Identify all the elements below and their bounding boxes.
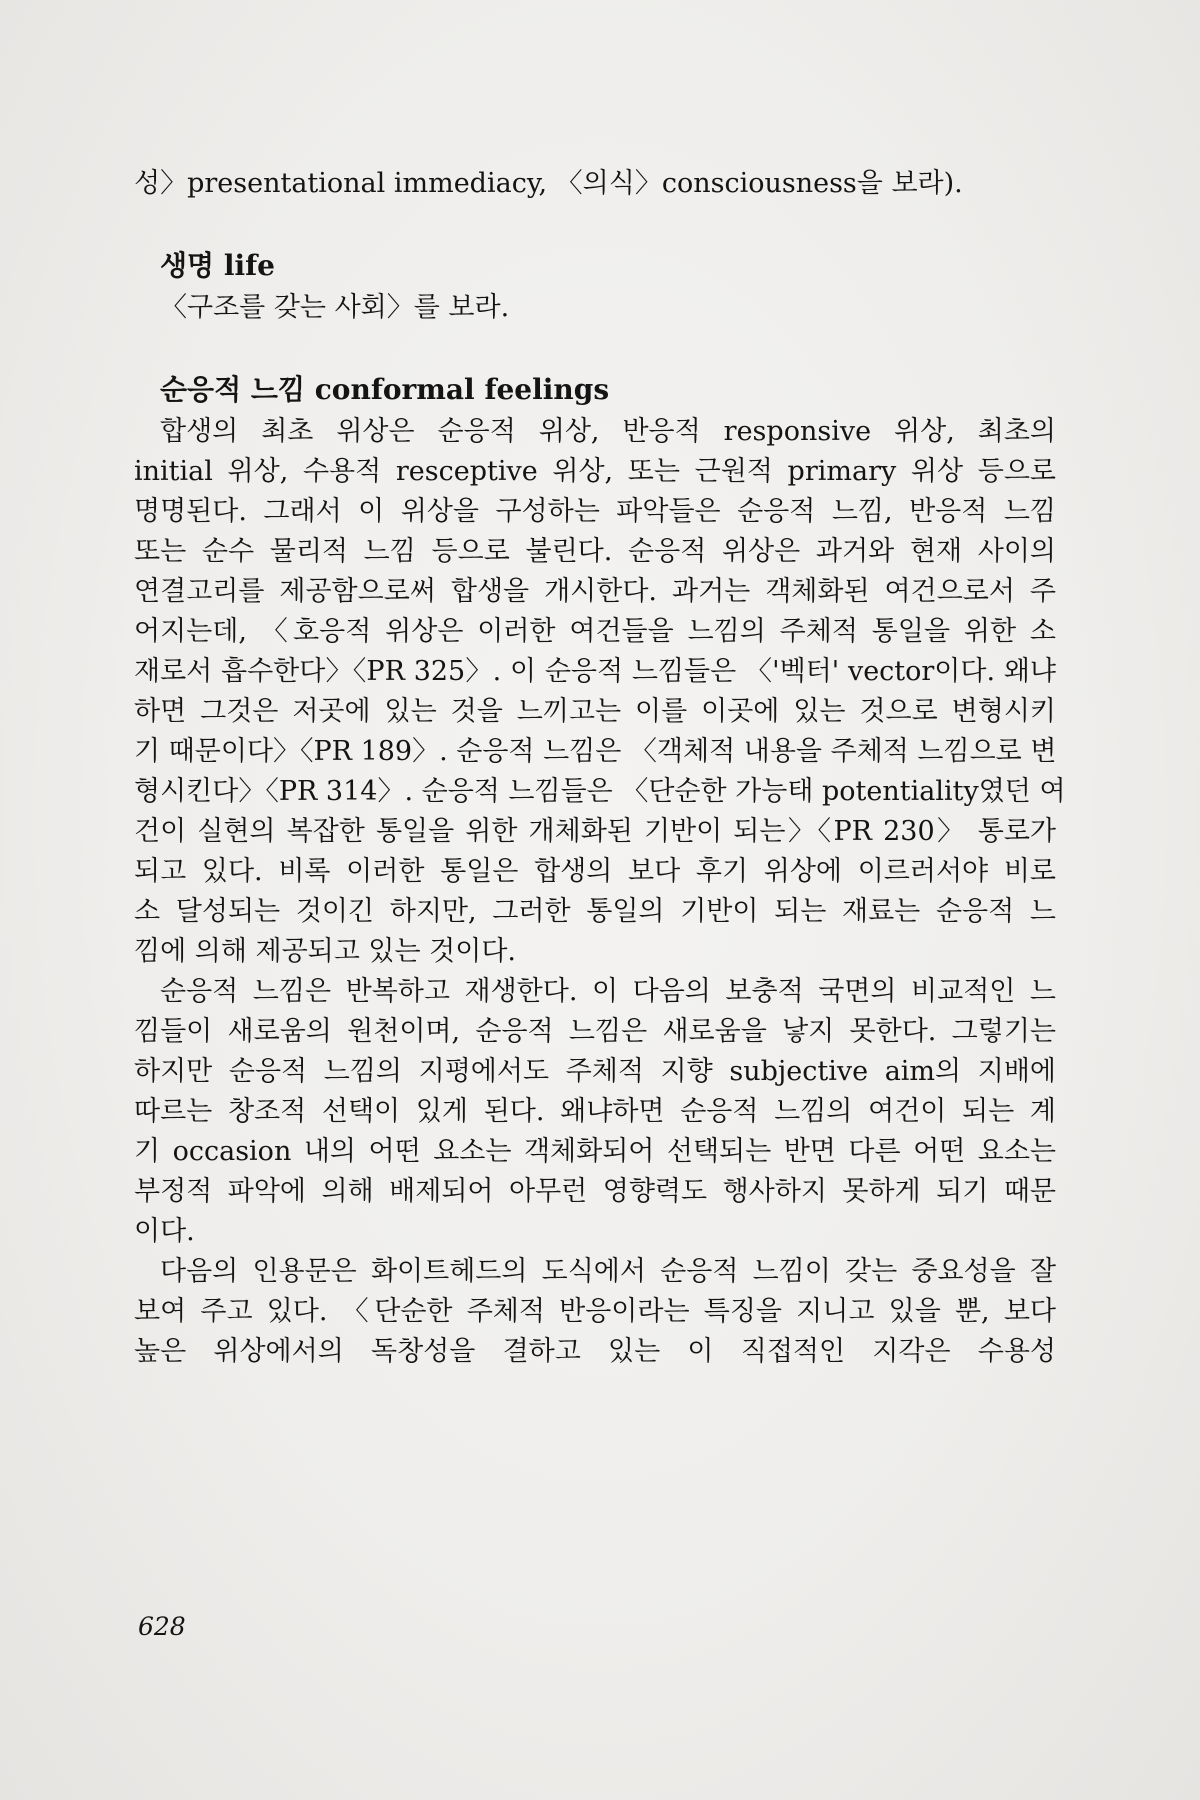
entry-body: 〈구조를 갖는 사회〉를 보라.	[160, 292, 510, 323]
text-line: 건이 실현의 복잡한 통일을 위한 개체화된 기반이 되는〉〈PR 230〉 통로가	[134, 816, 1056, 847]
paragraph	[134, 972, 1056, 1252]
text-line: 부정적 파악에 의해 배제되어 아무런 영향력도 행사하지 못하게 되기 때문	[134, 1176, 1056, 1207]
entry-life	[134, 244, 1056, 328]
text-line: 보여 주고 있다. 〈단순한 주체적 반응이라는 특징을 지니고 있을 뿐, 보다	[134, 1296, 1056, 1327]
text-line: 어지는데, 〈호응적 위상은 이러한 여건들을 느낌의 주체적 통일을 위한 소	[134, 616, 1056, 647]
text-line: 순응적 느낌은 반복하고 재생한다. 이 다음의 보충적 국면의 비교적인 느	[160, 976, 1056, 1007]
text-line: 하면 그것은 저곳에 있는 것을 느끼고는 이를 이곳에 있는 것으로 변형시키	[134, 696, 1056, 727]
text-line: 하지만 순응적 느낌의 지평에서도 주체적 지향 subjective aim의 지배에	[134, 1056, 1056, 1087]
text-line: 기 occasion 내의 어떤 요소는 객체화되어 선택되는 반면 다른 어떤 요소는	[134, 1136, 1056, 1167]
text-line: 높은 위상에서의 독창성을 결하고 있는 이 직접적인 지각은 수용성	[134, 1336, 1056, 1367]
paragraph	[134, 412, 1066, 972]
carryover-line: 성〉presentational immediacy, 〈의식〉consciousness을 보라).	[134, 168, 963, 199]
text-line: 되고 있다. 비록 이러한 통일은 합생의 보다 후기 위상에 이르러서야 비로	[134, 856, 1056, 887]
entry-conformal-feelings	[134, 368, 1066, 1372]
paragraph	[134, 1252, 1056, 1372]
text-line: 또는 순수 물리적 느낌 등으로 불린다. 순응적 위상은 과거와 현재 사이의	[134, 536, 1056, 567]
text-line: 따르는 창조적 선택이 있게 된다. 왜냐하면 순응적 느낌의 여건이 되는 계	[134, 1096, 1056, 1127]
text-line: 명명된다. 그래서 이 위상을 구성하는 파악들은 순응적 느낌, 반응적 느낌	[134, 496, 1056, 527]
text-line: 연결고리를 제공함으로써 합생을 개시한다. 과거는 객체화된 여건으로서 주	[134, 576, 1056, 607]
text-line: 합생의 최초 위상은 순응적 위상, 반응적 responsive 위상, 최초의	[160, 416, 1056, 447]
page-number: 628	[138, 1612, 186, 1641]
text-line: 기 때문이다〉〈PR 189〉. 순응적 느낌은 〈객체적 내용을 주체적 느낌으로 변	[134, 736, 1057, 767]
text-line: 다음의 인용문은 화이트헤드의 도식에서 순응적 느낌이 갖는 중요성을 잘	[160, 1256, 1056, 1287]
text-line: 낌들이 새로움의 원천이며, 순응적 느낌은 새로움을 낳지 못한다. 그렇기는	[134, 1016, 1056, 1047]
text-line: 형시킨다〉〈PR 314〉. 순응적 느낌들은 〈단순한 가능태 potentiality였던 여	[134, 776, 1066, 807]
entry-heading: 생명 life	[160, 249, 275, 282]
page-text	[134, 164, 1066, 1372]
text-line: 소 달성되는 것이긴 하지만, 그러한 통일의 기반이 되는 재료는 순응적 느	[134, 896, 1056, 927]
text-line: 낌에 의해 제공되고 있는 것이다.	[134, 936, 516, 967]
entry-heading: 순응적 느낌 conformal feelings	[160, 373, 610, 406]
text-line: 이다.	[134, 1216, 195, 1247]
text-line: initial 위상, 수용적 resceptive 위상, 또는 근원적 primary 위상 등으로	[134, 456, 1056, 487]
text-line: 재로서 흡수한다〉〈PR 325〉. 이 순응적 느낌들은 〈'벡터' vector이다. 왜냐	[134, 656, 1056, 687]
